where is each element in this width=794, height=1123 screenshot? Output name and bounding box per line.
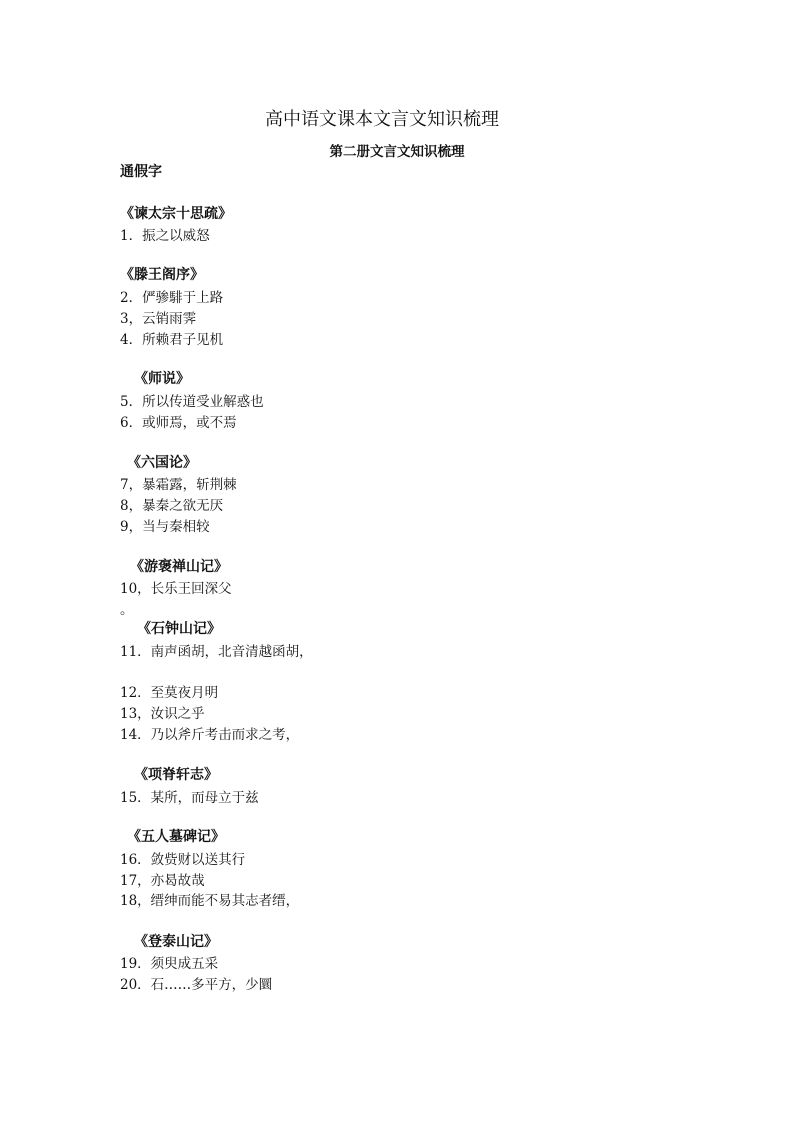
section-heading: 《游褒禅山记》 bbox=[130, 559, 228, 575]
section-heading: 《石钟山记》 bbox=[137, 621, 221, 637]
list-item: 16．敛赀财以送其行 bbox=[120, 852, 246, 868]
list-item: 9，当与秦相较 bbox=[120, 519, 210, 535]
list-item: 1．振之以威怒 bbox=[120, 228, 210, 244]
section-heading: 《五人墓碑记》 bbox=[127, 829, 225, 845]
list-item: 5．所以传道受业解惑也 bbox=[120, 394, 264, 410]
list-item: 11．南声函胡，北音清越函胡， bbox=[120, 644, 313, 660]
list-item: 17，亦曷故哉 bbox=[120, 873, 205, 889]
section-heading: 《六国论》 bbox=[127, 455, 197, 471]
list-item: 8，暴秦之欲无厌 bbox=[120, 498, 224, 514]
section-heading: 《谏太宗十思疏》 bbox=[120, 206, 232, 222]
list-item: 19．须臾成五采 bbox=[120, 956, 219, 972]
list-item: 15．某所，而母立于兹 bbox=[120, 790, 259, 806]
section-heading: 《登泰山记》 bbox=[134, 934, 218, 950]
list-item: 10，长乐王回深父 bbox=[120, 581, 232, 597]
list-item: 3，云销雨霁 bbox=[120, 311, 197, 327]
list-item: 4．所赖君子见机 bbox=[120, 332, 224, 348]
list-item: 20．石……多平方，少圜 bbox=[120, 977, 273, 993]
list-item: 13，汝识之乎 bbox=[120, 706, 205, 722]
section-heading: 《滕王阁序》 bbox=[120, 267, 204, 283]
list-item: 12．至莫夜月明 bbox=[120, 685, 219, 701]
list-item: 2．俨骖騑于上路 bbox=[120, 290, 224, 306]
page-title: 高中语文课本文言文知识梳理 bbox=[265, 109, 499, 130]
list-item: 18，缙绅而能不易其志者缙， bbox=[120, 893, 300, 909]
list-item: 14．乃以斧斤考击而求之考， bbox=[120, 727, 300, 743]
list-item: 。 bbox=[120, 602, 134, 618]
section-label: 通假字 bbox=[120, 164, 162, 180]
list-item: 6．或师焉，或不焉 bbox=[120, 415, 237, 431]
list-item: 7，暴霜露，斩荆棘 bbox=[120, 477, 237, 493]
section-heading: 《项脊轩志》 bbox=[134, 767, 218, 783]
section-heading: 《师说》 bbox=[134, 371, 190, 387]
page-subtitle: 第二册文言文知识梳理 bbox=[329, 144, 465, 160]
